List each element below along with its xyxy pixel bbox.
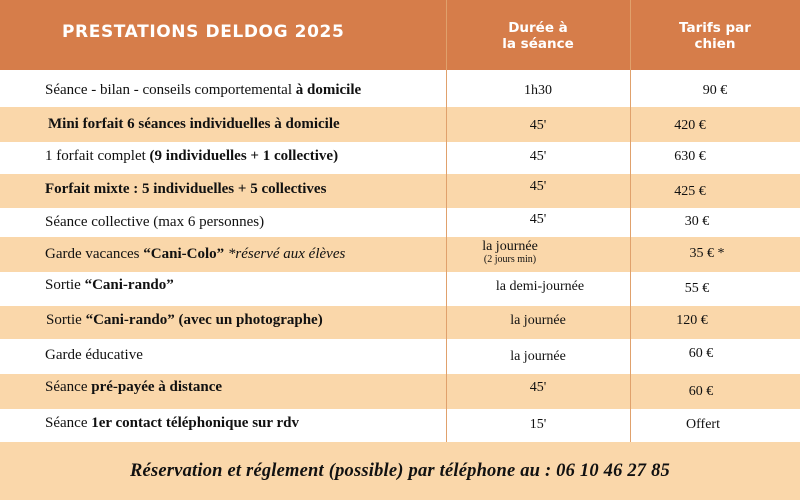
service-text-bold: Mini forfait 6 séances individuelles à domicile bbox=[48, 116, 340, 132]
duration-cell: 45' bbox=[529, 149, 547, 164]
duration-text: la journée bbox=[482, 239, 538, 254]
duration-cell: 45' bbox=[529, 179, 547, 194]
column-header-tarif bbox=[630, 20, 800, 52]
service-text: Séance collective (max 6 personnes) bbox=[45, 214, 265, 230]
service-text: Garde vacances bbox=[45, 246, 144, 262]
column-header-duree-line2: la séance bbox=[502, 36, 574, 52]
service-text-bold: pré-payée à distance bbox=[91, 379, 223, 395]
service-label bbox=[48, 116, 340, 133]
service-text-bold: (9 individuelles + 1 collective) bbox=[149, 148, 339, 164]
table-row bbox=[0, 339, 800, 374]
service-text-bold: 1er contact téléphonique sur rdv bbox=[91, 415, 300, 431]
service-text: Séance - bilan - conseils comportemental bbox=[45, 82, 296, 98]
duration-cell: la journée bbox=[510, 349, 566, 364]
service-text-bold: “Cani-rando” bbox=[84, 277, 174, 293]
column-header-tarif-line2: chien bbox=[694, 36, 736, 52]
column-header-duree-line1: Durée à bbox=[508, 20, 568, 36]
service-label bbox=[45, 415, 299, 432]
service-label bbox=[45, 379, 222, 396]
table-header bbox=[0, 0, 800, 70]
price-cell: 420 € bbox=[674, 118, 706, 133]
column-divider bbox=[446, 0, 447, 442]
table-row bbox=[0, 237, 800, 272]
duration-cell: la journée bbox=[510, 313, 566, 328]
service-label bbox=[45, 347, 143, 364]
price-cell: Offert bbox=[686, 417, 720, 432]
price-cell: 60 € bbox=[688, 384, 714, 399]
duration-cell: 45' bbox=[529, 118, 547, 133]
service-text-bold: à domicile bbox=[295, 82, 362, 98]
service-text-bold: Forfait mixte : 5 individuelles + 5 collectives bbox=[45, 181, 327, 197]
price-cell: 60 € bbox=[688, 346, 714, 361]
table-row bbox=[0, 70, 800, 107]
column-header-duree bbox=[446, 20, 630, 52]
service-label bbox=[45, 148, 338, 165]
price-cell: 120 € bbox=[676, 313, 708, 328]
table-row bbox=[0, 142, 800, 174]
service-label bbox=[45, 214, 264, 231]
price-cell: 630 € bbox=[674, 149, 706, 164]
table-row bbox=[0, 107, 800, 142]
table-row bbox=[0, 374, 800, 409]
service-label bbox=[46, 312, 323, 329]
price-cell: 30 € bbox=[684, 214, 710, 229]
duration-cell: 15' bbox=[529, 417, 547, 432]
table-row bbox=[0, 272, 800, 306]
table-row bbox=[0, 409, 800, 442]
service-label bbox=[45, 277, 174, 294]
duration-cell: 1h30 bbox=[524, 83, 552, 98]
column-header-tarif-line1: Tarifs par bbox=[679, 20, 751, 36]
price-cell: 35 € * bbox=[689, 246, 725, 261]
service-text-bold: “Cani-rando” (avec un photographe) bbox=[85, 312, 323, 328]
column-divider bbox=[630, 0, 631, 442]
duration-cell: 45' bbox=[529, 212, 547, 227]
duration-subtext: (2 jours min) bbox=[483, 254, 537, 265]
duration-cell: 45' bbox=[529, 380, 547, 395]
service-text-bold: “Cani-Colo” bbox=[143, 246, 225, 262]
reservation-note: Réservation et réglement (possible) par téléphone au : 06 10 46 27 85 bbox=[130, 461, 670, 481]
page-title: PRESTATIONS DELDOG 2025 bbox=[62, 22, 345, 42]
price-cell: 55 € bbox=[684, 281, 710, 296]
table-row bbox=[0, 174, 800, 208]
service-label bbox=[45, 246, 345, 263]
service-text: Séance bbox=[45, 379, 92, 395]
service-text: Sortie bbox=[45, 277, 85, 293]
duration-cell: la demi-journée bbox=[495, 279, 585, 294]
service-text: Séance bbox=[45, 415, 92, 431]
service-label bbox=[45, 181, 326, 198]
price-cell: 90 € bbox=[702, 83, 728, 98]
price-cell: 425 € bbox=[674, 184, 706, 199]
service-label bbox=[45, 82, 361, 99]
table-row bbox=[0, 208, 800, 237]
table-row bbox=[0, 306, 800, 339]
service-text-italic: *réservé aux élèves bbox=[224, 246, 346, 262]
footer-banner bbox=[0, 442, 800, 500]
service-text: Garde éducative bbox=[45, 347, 143, 363]
service-text: Sortie bbox=[46, 312, 86, 328]
service-text: 1 forfait complet bbox=[45, 148, 150, 164]
